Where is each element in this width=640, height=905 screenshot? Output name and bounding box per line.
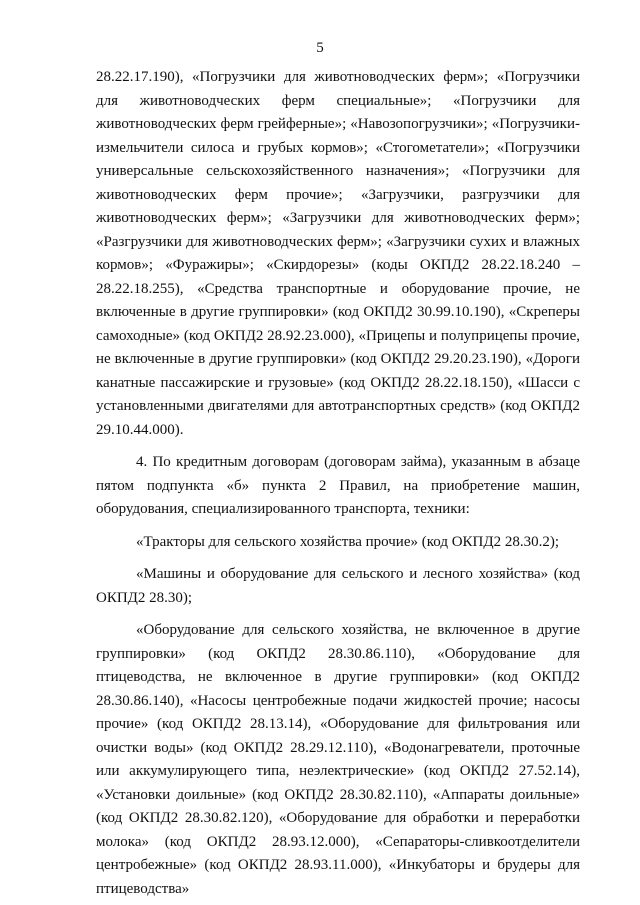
document-body bbox=[96, 66, 580, 901]
paragraph-loaders-list: 28.22.17.190), «Погрузчики для животноводческих ферм»; «Погрузчики для животноводческих ферм специальные»; «Погрузчики для животноводческих ферм грейферные»; «Навозопогрузчики»; «Погрузчики-измельчители силоса и грубых кормов»; «Стогометатели»; «Погрузчики универсальные сельскохозяйственного назначения»; «Погрузчики для животноводческих ферм прочие»; «Загрузчики, разгрузчики для животноводческих ферм»; «Загрузчики для животноводческих ферм»; «Разгрузчики для животноводческих ферм»; «Загрузчики сухих и влажных кормов»; «Фуражиры»; «Скирдорезы» (коды ОКПД2 28.22.18.240 – 28.22.18.255), «Средства транспортные и оборудование прочие, не включенные в другие группировки» (код ОКПД2 30.99.10.190), «Скреперы самоходные» (код ОКПД2 28.92.23.000), «Прицепы и полуприцепы прочие, не включенные в другие группировки» (код ОКПД2 29.20.23.190), «Дороги канатные пассажирские и грузовые» (код ОКПД2 28.22.18.150), «Шасси с установленными двигателями для автотранспортных средств» (код ОКПД2 29.10.44.000). bbox=[96, 69, 580, 438]
paragraph-machines: «Машины и оборудование для сельского и лесного хозяйства» (код ОКПД2 28.30); bbox=[96, 566, 580, 606]
paragraph-tractors: «Тракторы для сельского хозяйства прочие» (код ОКПД2 28.30.2); bbox=[136, 533, 560, 550]
paragraph-item-4: 4. По кредитным договорам (договорам займа), указанным в абзаце пятом подпункта «б» пункта 2 Правил, на приобретение машин, оборудования, специализированного транспорта, техники: bbox=[96, 454, 580, 517]
paragraph-equipment-list: «Оборудование для сельского хозяйства, не включенное в другие группировки» (код ОКПД2 28.30.86.110), «Оборудование для птицеводства, не включенное в другие группировки» (код ОКПД2 28.30.86.140), «Насосы центробежные подачи жидкостей прочие; насосы прочие» (код ОКПД2 28.13.14), «Оборудование для фильтрования или очистки воды» (код ОКПД2 28.29.12.110), «Водонагреватели, проточные или аккумулирующего типа, неэлектрические» (код ОКПД2 27.52.14), «Установки доильные» (код ОКПД2 28.30.82.110), «Аппараты доильные» (код ОКПД2 28.30.82.120), «Оборудование для обработки и переработки молока» (код ОКПД2 28.93.12.000), «Сепараторы-сливкоотделители центробежные» (код ОКПД2 28.93.11.000), «Инкубаторы и брудеры для птицеводства» bbox=[96, 622, 580, 897]
page-number: 5 bbox=[316, 40, 324, 56]
